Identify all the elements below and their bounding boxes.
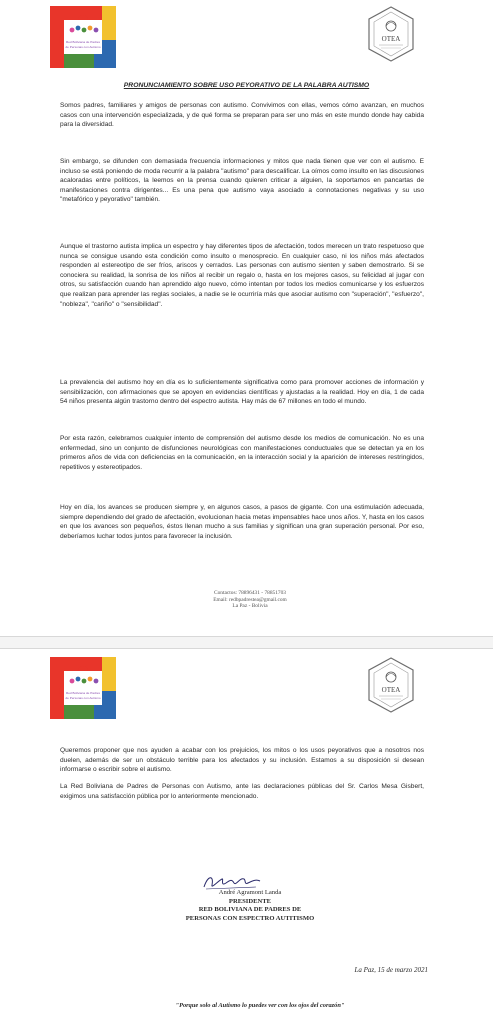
paragraph: Aunque el trastorno autista implica un espectro y hay diferentes tipos de afectación, todos merecen un trato respetuoso que nunca se consigue usando esta condición como insulto o menosprecio. En cualquier caso, ni los niños más afectados responden al estereotipo de ser fríos, ariscos y cerrados. Las personas con autismo sienten y saben demostrarlo. Si se conociera su realidad, la sonrisa de los niños al recibir un regalo o, hasta en los mejores casos, su felicidad al jugar con otros, su satisfacción cuando han aprendido algo nuevo, cómo intentan por todos los medios comunicarse y los esfuerzos que realizan para aprender las reglas sociales, a nadie se le ocurriría más que asociar autismo con "superación", "esfuerzo", "nobleza", "cariño" o "sensibilidad".	[60, 243, 424, 308]
paragraph: La Red Boliviana de Padres de Personas con Autismo, ante las declaraciones públicas del Sr. Carlos Mesa Gisbert, exigimos una satisfacción pública por lo anteriormente mencionado.	[60, 783, 424, 800]
otea-logo-icon	[367, 657, 415, 713]
document-title: PRONUNCIAMIENTO SOBRE USO PEYORATIVO DE LA PALABRA AUTISMO	[123, 82, 370, 89]
signer-org-line1: RED BOLIVIANA DE PADRES DE	[198, 906, 302, 914]
contact-email: Email: redbpadrestea@gmail.com	[213, 596, 287, 603]
signer-name: André Agramont Landa	[218, 889, 282, 896]
logo-left-line2: de Personas con Autismo	[65, 696, 101, 700]
puzzle-logo-icon	[50, 6, 116, 68]
otea-logo-text: OTEA	[381, 35, 401, 43]
logo-left-line2: de Personas con Autismo	[65, 45, 101, 49]
logo-left-line1: Red Boliviana de Padres	[65, 40, 101, 44]
paragraph: La prevalencia del autismo hoy en día es lo suficientemente significativa como para promover acciones de información y sensibilización, con afirmaciones que se apoyen en evidencias científicas y ajustadas a la realidad. Hoy en día, 1 de cada 54 niños presenta algún trastorno dentro del espectro autista. Hay más de 67 millones en todo el mundo.	[60, 379, 424, 406]
paragraph: Por esta razón, celebramos cualquier intento de comprensión del autismo desde los medios de comunicación. No es una enfermedad, sino un conjunto de disfunciones neurológicas con manifestaciones conductuales que se detectan ya en los primeros años de vida con deficiencias en la comunicación, en la interacción social y la aparición de intereses restringidos, repetitivos y estereotipados.	[60, 435, 424, 471]
paragraph: Queremos proponer que nos ayuden a acabar con los prejuicios, los mitos o los usos peyorativos que a nosotros nos duelen, además de ser un obstáculo terrible para los afectados y su inclusión. Estamos a su disposición si desean informarse o escribir sobre el autismo.	[60, 747, 424, 774]
paragraph: Sin embargo, se difunden con demasiada frecuencia informaciones y mitos que nada tienen que ver con el autismo. E incluso se está poniendo de moda recurrir a la palabra "autismo" para descalificar. La oímos como insulto en las discusiones acaloradas entre políticos, la leemos en la prensa cuando quieren criticar a alguien, la soportamos en pancartas de manifestaciones contra dirigentes... Es una pena que autismo vaya asociado a connotaciones negativas y su uso "metafórico y peyorativo" también.	[60, 158, 424, 204]
contact-footer	[150, 590, 350, 610]
signer-org-line2: PERSONAS CON ESPECTRO AUTITISMO	[185, 914, 315, 922]
closing-motto: "Porque solo al Autismo lo puedes ver con los ojos del corazón"	[175, 1002, 345, 1009]
signer-role: PRESIDENTE	[228, 897, 272, 905]
place-date: La Paz, 15 de marzo 2021	[354, 966, 428, 974]
logo-left-line1: Red Boliviana de Padres	[65, 691, 101, 695]
paragraph: Hoy en día, los avances se producen siempre y, en algunos casos, a pasos de gigante. Con una estimulación adecuada, siempre dependiendo del grado de afectación, evolucionan hacia metas impensables hace unos años. Y, hasta en los casos en que los avances son pequeños, éstos llenan mucho a sus familias y significan una gran superación personal. Por eso, deberíamos luchar todos juntos para favorecer la inclusión.	[60, 504, 424, 540]
puzzle-logo-icon	[50, 657, 116, 719]
document-page-2	[0, 648, 493, 1025]
otea-logo-icon	[367, 6, 415, 62]
contact-phones: Contactos: 78896431 - 78851703	[213, 590, 287, 596]
paragraph: Somos padres, familiares y amigos de personas con autismo. Convivimos con ellas, vemos cómo avanzan, en muchos casos con una intervención especializada, y de qué forma se preparan para ser uno más en este mundo donde hay cabida para la diversidad.	[60, 102, 424, 129]
signature-block	[150, 889, 350, 923]
contact-city: La Paz - Bolivia	[232, 603, 268, 610]
otea-logo-text: OTEA	[381, 686, 401, 694]
